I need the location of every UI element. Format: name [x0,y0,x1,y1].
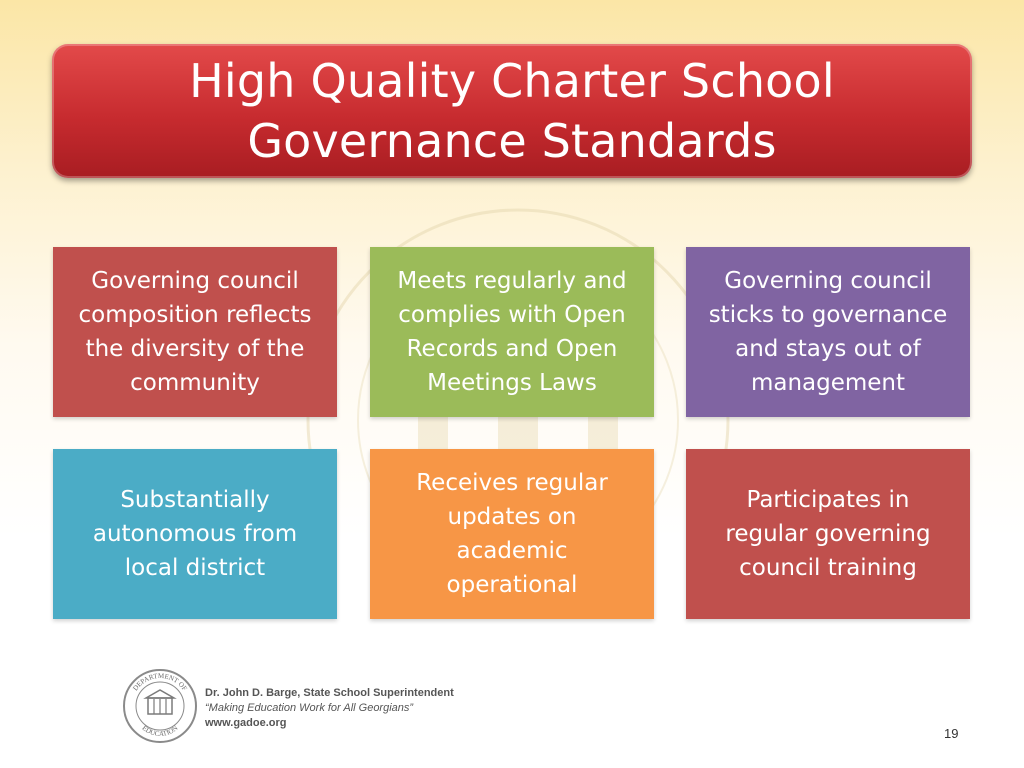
department-of-education-seal-icon [122,668,198,744]
standard-box-training [686,449,970,619]
footer-url[interactable]: www.gadoe.org [205,717,287,729]
svg-text:DEPARTMENT OF: DEPARTMENT OF [131,671,189,693]
standard-box-autonomy [53,449,337,619]
title-line-2: Governance Standards [247,114,777,168]
page-number: 19 [944,726,959,741]
title-banner [52,44,972,178]
title-line-1: High Quality Charter School [189,54,835,108]
standard-box-label: Governing council sticks to governance and stays out of management [708,268,948,396]
standard-box-label: Substantially autonomous from local district [92,487,298,581]
footer-credits [205,686,454,731]
standard-box-open-meetings [370,247,654,417]
standard-box-council-composition [53,247,337,417]
svg-text:EDUCATION: EDUCATION [140,724,180,739]
standard-box-label: Meets regularly and complies with Open Records and Open Meetings Laws [397,268,627,396]
standard-box-label: Participates in regular governing council training [725,487,931,581]
standard-box-label: Governing council composition reflects the diversity of the community [78,268,312,396]
footer-motto: “Making Education Work for All Georgians” [205,702,414,714]
standard-box-label: Receives regular updates on academic operational [416,470,608,598]
standard-box-regular-updates [370,449,654,619]
footer-superintendent: Dr. John D. Barge, State School Superintendent [205,687,454,699]
standard-box-governance-role [686,247,970,417]
